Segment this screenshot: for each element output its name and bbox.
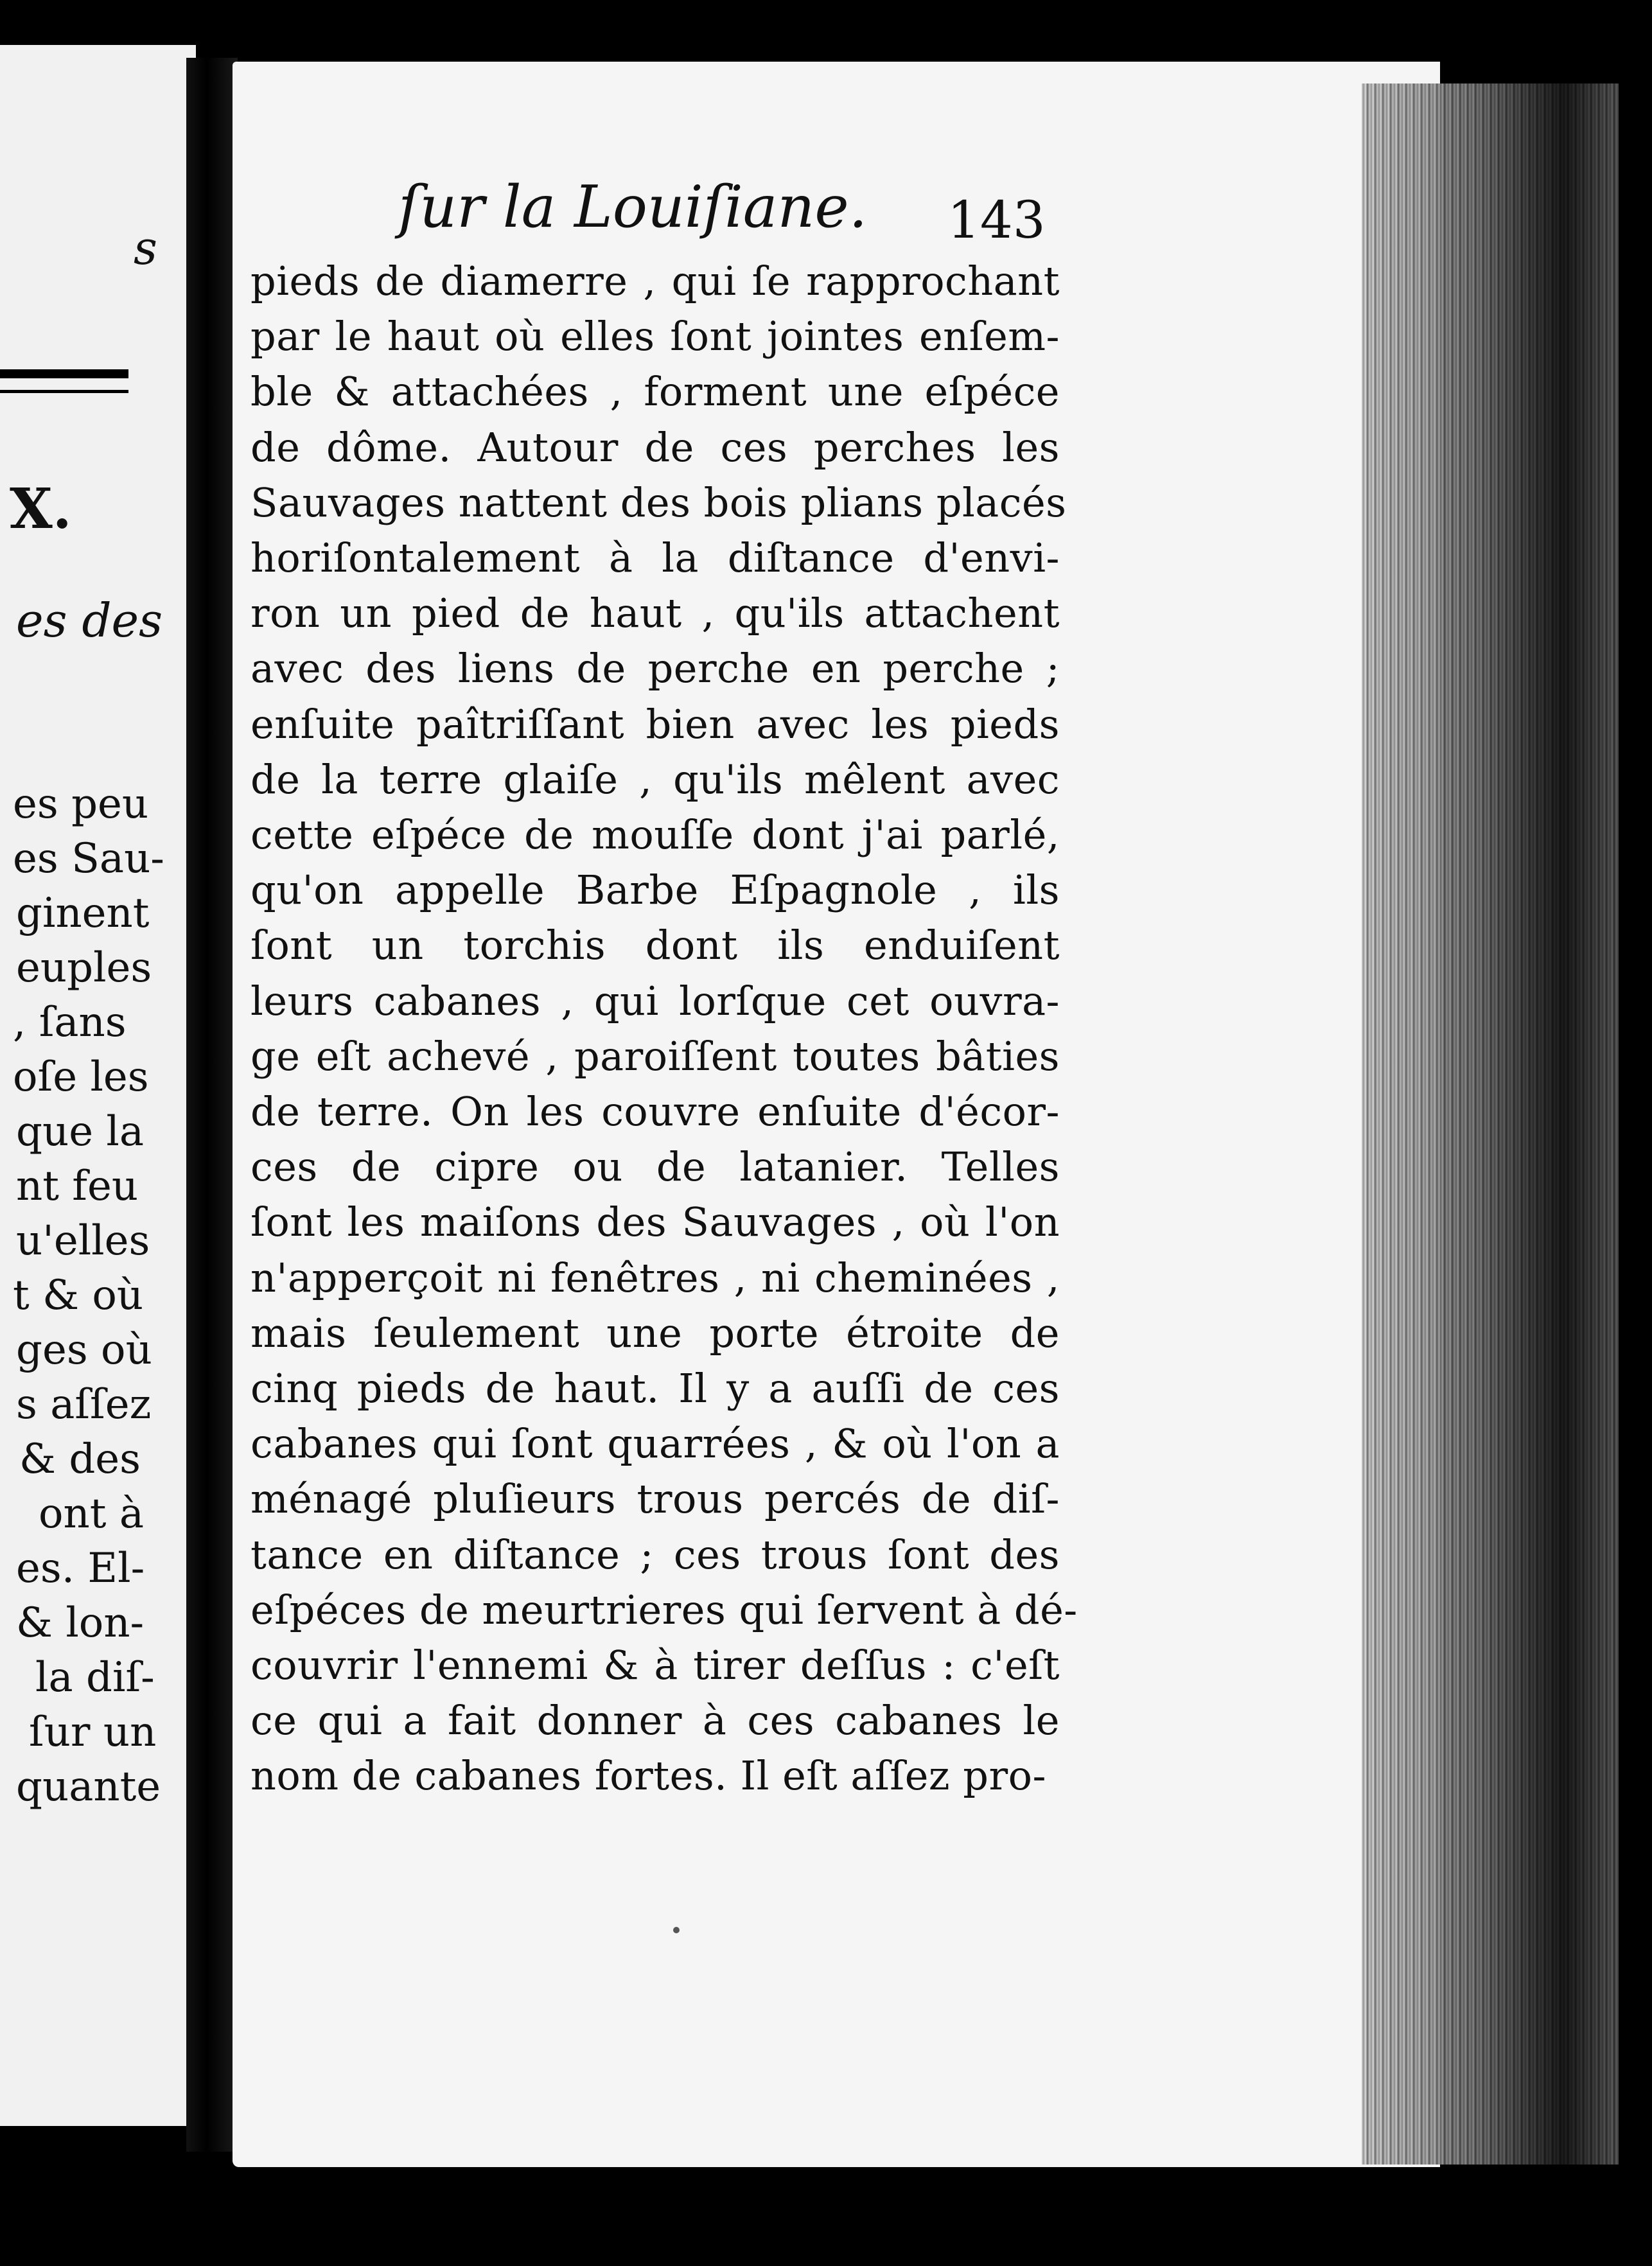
left-fragment-line: es Sau- — [13, 835, 164, 883]
left-chapter-numeral: X. — [10, 477, 72, 541]
left-fragment-line: es peu — [13, 780, 149, 828]
text-line: de dôme. Autour de ces perches les — [250, 423, 1060, 471]
left-fragment-line: es. El- — [16, 1545, 145, 1592]
text-line: ce qui a fait donner à ces cabanes le — [250, 1697, 1060, 1744]
text-line: qu'on appelle Barbe Eſpagnole , ils — [250, 866, 1060, 914]
left-rule-thin — [0, 390, 128, 393]
left-rule-thick — [0, 369, 128, 378]
left-fragment-line: ges où — [16, 1326, 152, 1374]
text-line: eſpéces de meurtrieres qui ſervent à dé- — [250, 1586, 1078, 1633]
text-line: ble & attachées , forment une eſpéce — [250, 368, 1060, 416]
page-number: 143 — [947, 190, 1046, 250]
text-line: cabanes qui ſont quarrées , & où l'on a — [250, 1420, 1060, 1468]
left-fragment-line: & des — [19, 1436, 141, 1483]
text-line: cinq pieds de haut. Il y a auſſi de ces — [250, 1365, 1060, 1412]
text-line: ménagé pluſieurs trous percés de diſ- — [250, 1475, 1060, 1523]
text-line: mais ſeulement une porte étroite de — [250, 1309, 1060, 1357]
text-line: cette eſpéce de mouſſe dont j'ai parlé, — [250, 811, 1060, 859]
running-head: ſur la Louiſiane. — [398, 173, 868, 241]
left-fragment-line: & lon- — [16, 1599, 145, 1647]
left-fragment-line: t & où — [13, 1272, 144, 1319]
left-fragment-line: nt feu — [16, 1163, 139, 1210]
book-gutter — [186, 58, 238, 2152]
text-line: horiſontalement à la diſtance d'envi- — [250, 534, 1060, 582]
left-fragment-line: oſe les — [13, 1053, 149, 1101]
ink-speck — [673, 1927, 680, 1933]
left-fragment-line: ſur un — [29, 1708, 157, 1756]
text-line: ge eſt achevé , paroiſſent toutes bâties — [250, 1032, 1060, 1080]
text-line: n'apperçoit ni fenêtres , ni cheminées , — [250, 1254, 1060, 1301]
text-line: Sauvages nattent des bois plians placés — [250, 479, 1067, 526]
text-line: ſont un torchis dont ils enduiſent — [250, 922, 1060, 969]
left-fragment-line: ginent — [16, 890, 150, 937]
text-line: couvrir l'ennemi & à tirer deſſus : c'eſt — [250, 1642, 1060, 1689]
left-fragment-line: la diſ- — [35, 1654, 155, 1701]
text-line: par le haut où elles ſont jointes enſem- — [250, 313, 1060, 360]
left-fragment-line: euples — [16, 944, 152, 992]
text-line: tance en diſtance ; ces trous ſont des — [250, 1531, 1060, 1578]
left-fragment-line: , ſans — [13, 999, 127, 1046]
text-line: pieds de diamerre , qui ſe rapprochant — [250, 258, 1060, 304]
left-fragment-line: s — [134, 221, 157, 275]
left-fragment-line: u'elles — [16, 1217, 150, 1265]
text-line: de la terre glaiſe , qu'ils mêlent avec — [250, 755, 1060, 803]
page-edges-shadow — [1362, 83, 1631, 2165]
text-line: ron un pied de haut , qu'ils attachent — [250, 590, 1060, 637]
text-line: ces de cipre ou de latanier. Telles — [250, 1143, 1060, 1191]
body-text — [250, 254, 1078, 1804]
left-fragment-line: s aſſez — [16, 1381, 152, 1428]
text-line: enſuite paîtriſſant bien avec les pieds — [250, 700, 1060, 748]
text-line: leurs cabanes , qui lorſque cet ouvra- — [250, 977, 1060, 1024]
left-page-fragment — [0, 45, 196, 2126]
left-fragment-line: quante — [16, 1763, 161, 1811]
left-chapter-title-fragment: es des — [16, 593, 163, 647]
left-fragment-line: que la — [16, 1108, 145, 1155]
text-line: de terre. On les couvre enſuite d'écor- — [250, 1088, 1060, 1136]
left-fragment-line: ont à — [39, 1490, 144, 1538]
text-line: ſont les maiſons des Sauvages , où l'on — [250, 1199, 1060, 1246]
text-line: nom de cabanes fortes. Il eſt aſſez pro- — [250, 1752, 1046, 1800]
text-line: avec des liens de perche en perche ; — [250, 645, 1060, 692]
